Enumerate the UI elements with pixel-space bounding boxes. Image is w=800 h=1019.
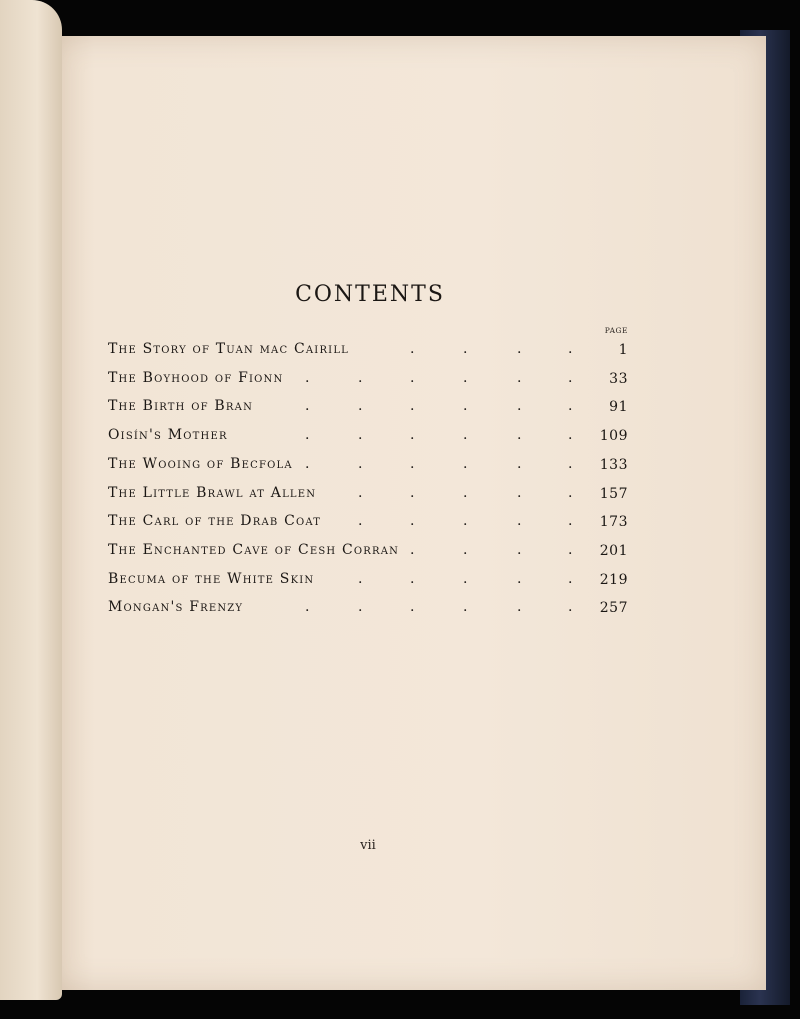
leader-dot: . — [410, 513, 415, 530]
toc-entry-page: 157 — [599, 485, 628, 502]
leader-dot: . — [358, 427, 363, 444]
contents-heading: CONTENTS — [295, 282, 445, 307]
leader-dot: . — [568, 484, 573, 501]
toc-entry — [108, 397, 628, 417]
leader-dot: . — [410, 398, 415, 415]
leader-dot: . — [568, 513, 573, 530]
toc-entry — [108, 484, 628, 504]
leader-dot: . — [305, 455, 310, 472]
leader-dot: . — [517, 427, 522, 444]
toc-entry-title: Becuma of the White Skin — [108, 570, 315, 587]
leader-dot: . — [410, 484, 415, 501]
page-column-label: PAGE — [604, 326, 628, 335]
leader-dot: . — [517, 369, 522, 386]
leader-dot: . — [305, 427, 310, 444]
toc-entry — [108, 426, 628, 446]
toc-entry-title: The Carl of the Drab Coat — [108, 513, 322, 530]
leader-dot: . — [568, 427, 573, 444]
toc-entry — [108, 512, 628, 532]
leader-dot: . — [358, 513, 363, 530]
leader-dot: . — [463, 484, 468, 501]
toc-entry-page: 91 — [609, 399, 628, 416]
leader-dot: . — [517, 455, 522, 472]
leader-dot: . — [463, 513, 468, 530]
toc-entry-title: The Wooing of Becfola — [108, 455, 293, 472]
leader-dot: . — [463, 369, 468, 386]
toc-entry-title: The Birth of Bran — [108, 398, 254, 415]
toc-entry-page: 219 — [599, 571, 628, 588]
leader-dot: . — [410, 570, 415, 587]
leader-dot: . — [358, 398, 363, 415]
leader-dot: . — [358, 484, 363, 501]
leader-dot: . — [463, 398, 468, 415]
leader-dot: . — [568, 455, 573, 472]
toc-entry-page: 33 — [609, 370, 628, 387]
leader-dot: . — [517, 513, 522, 530]
leader-dot: . — [463, 570, 468, 587]
leader-dot: . — [463, 427, 468, 444]
leader-dot: . — [568, 541, 573, 558]
leader-dot: . — [517, 570, 522, 587]
leader-dot: . — [410, 369, 415, 386]
leader-dot: . — [568, 369, 573, 386]
leader-dot: . — [358, 455, 363, 472]
leader-dot: . — [463, 599, 468, 616]
leader-dot: . — [463, 541, 468, 558]
toc-entry-page: 1 — [618, 342, 628, 358]
toc-entry-title: The Boyhood of Fionn — [108, 369, 284, 386]
toc-entry — [108, 340, 628, 360]
toc-entry — [108, 570, 628, 590]
leader-dot: . — [358, 369, 363, 386]
leader-dot: . — [305, 369, 310, 386]
leader-dot: . — [358, 599, 363, 616]
leader-dot: . — [410, 341, 415, 357]
leader-dot: . — [463, 455, 468, 472]
leader-dot: . — [358, 570, 363, 587]
toc-entry-title: The Enchanted Cave of Cesh Corran — [108, 541, 400, 558]
leader-dot: . — [568, 599, 573, 616]
leader-dot: . — [517, 484, 522, 501]
leader-dot: . — [410, 455, 415, 472]
toc-entry-page: 257 — [599, 600, 628, 617]
leader-dot: . — [463, 341, 468, 357]
toc-entry-page: 201 — [599, 542, 628, 559]
toc-entry-title: The Story of Tuan mac Cairill — [108, 341, 350, 357]
leader-dot: . — [568, 570, 573, 587]
toc-entry-title: Mongan's Frenzy — [108, 599, 244, 616]
leader-dot: . — [517, 541, 522, 558]
toc-entry — [108, 598, 628, 618]
leader-dot: . — [517, 398, 522, 415]
toc-entry-page: 173 — [599, 514, 628, 531]
leader-dot: . — [568, 341, 573, 357]
toc-entry — [108, 541, 628, 561]
toc-entry-title: The Little Brawl at Allen — [108, 484, 317, 501]
leader-dot: . — [305, 398, 310, 415]
toc-entry — [108, 455, 628, 475]
toc-entry-page: 109 — [599, 428, 628, 445]
leader-dot: . — [410, 599, 415, 616]
toc-entry-page: 133 — [599, 456, 628, 473]
leader-dot: . — [410, 427, 415, 444]
toc-entry-title: Oisín's Mother — [108, 427, 228, 444]
leader-dot: . — [410, 541, 415, 558]
toc-entry — [108, 369, 628, 389]
leader-dot: . — [568, 398, 573, 415]
leader-dot: . — [517, 341, 522, 357]
leader-dot: . — [517, 599, 522, 616]
leader-dot: . — [305, 599, 310, 616]
page-number: vii — [360, 838, 376, 853]
